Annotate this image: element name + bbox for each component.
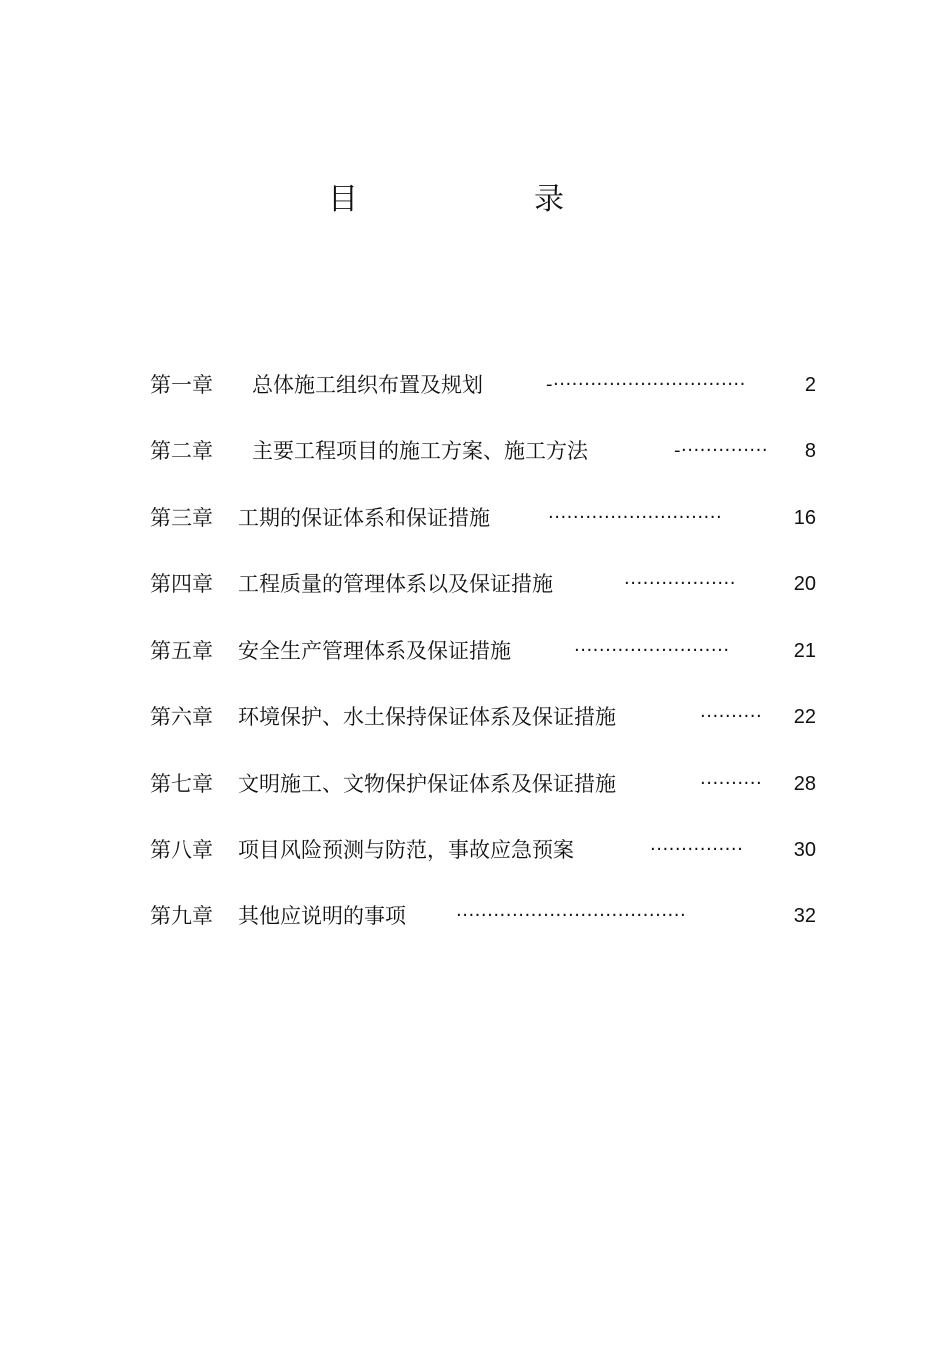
toc-page-number: 21 <box>793 640 816 662</box>
toc-chapter-title: 文明施工、文物保护保证体系及保证措施 <box>238 772 616 796</box>
toc-chapter-number: 第三章 <box>150 506 213 530</box>
toc-entry[interactable] <box>150 835 816 865</box>
toc-leader-dots: ····································· <box>456 905 687 926</box>
toc-chapter-number: 第六章 <box>150 705 213 729</box>
toc-entry[interactable] <box>150 503 816 533</box>
toc-leader-dots: ·················· <box>624 573 736 594</box>
toc-chapter-title: 项目风险预测与防范，事故应急预案 <box>238 838 574 862</box>
toc-chapter-number: 第二章 <box>150 439 213 463</box>
toc-chapter-title: 其他应说明的事项 <box>238 904 406 928</box>
toc-chapter-number: 第一章 <box>150 373 213 397</box>
toc-leader-dots: ·········· <box>700 706 763 727</box>
title-char-2: 录 <box>534 182 564 217</box>
toc-chapter-title: 工程质量的管理体系以及保证措施 <box>238 572 553 596</box>
toc-page-number: 28 <box>793 773 816 795</box>
toc-leader-dots: ··············· <box>650 839 744 860</box>
toc-entry[interactable] <box>150 569 816 599</box>
toc-page-number: 32 <box>793 905 816 927</box>
toc-entry[interactable] <box>150 436 816 466</box>
toc-page-number: 20 <box>793 573 816 595</box>
toc-chapter-title: 主要工程项目的施工方案、施工方法 <box>252 439 588 463</box>
toc-chapter-number: 第五章 <box>150 639 213 663</box>
title-char-1: 目 <box>328 182 358 217</box>
toc-page-number: 30 <box>793 839 816 861</box>
toc-page-number: 8 <box>804 440 816 462</box>
toc-chapter-title: 总体施工组织布置及规划 <box>252 373 483 397</box>
page-title <box>0 180 950 230</box>
toc-chapter-number: 第九章 <box>150 904 213 928</box>
toc-chapter-number: 第八章 <box>150 838 213 862</box>
toc-entry[interactable] <box>150 702 816 732</box>
toc-chapter-number: 第四章 <box>150 572 213 596</box>
toc-leader-dots: -······························· <box>546 374 746 395</box>
toc-chapter-number: 第七章 <box>150 772 213 796</box>
toc-leader-dots: ························· <box>574 640 730 661</box>
toc-leader-dots: ···························· <box>548 507 723 528</box>
toc-chapter-title: 环境保护、水土保持保证体系及保证措施 <box>238 705 616 729</box>
toc-chapter-title: 安全生产管理体系及保证措施 <box>238 639 511 663</box>
toc-entry[interactable] <box>150 636 816 666</box>
toc-entry[interactable] <box>150 901 816 931</box>
toc-entry[interactable] <box>150 769 816 799</box>
toc-leader-dots: ·········· <box>700 773 763 794</box>
toc-page-number: 2 <box>804 374 816 396</box>
toc-chapter-title: 工期的保证体系和保证措施 <box>238 506 490 530</box>
toc-page-number: 22 <box>793 706 816 728</box>
toc-leader-dots: -·············· <box>674 440 769 461</box>
toc-page-number: 16 <box>793 507 816 529</box>
toc-entry[interactable] <box>150 370 816 400</box>
